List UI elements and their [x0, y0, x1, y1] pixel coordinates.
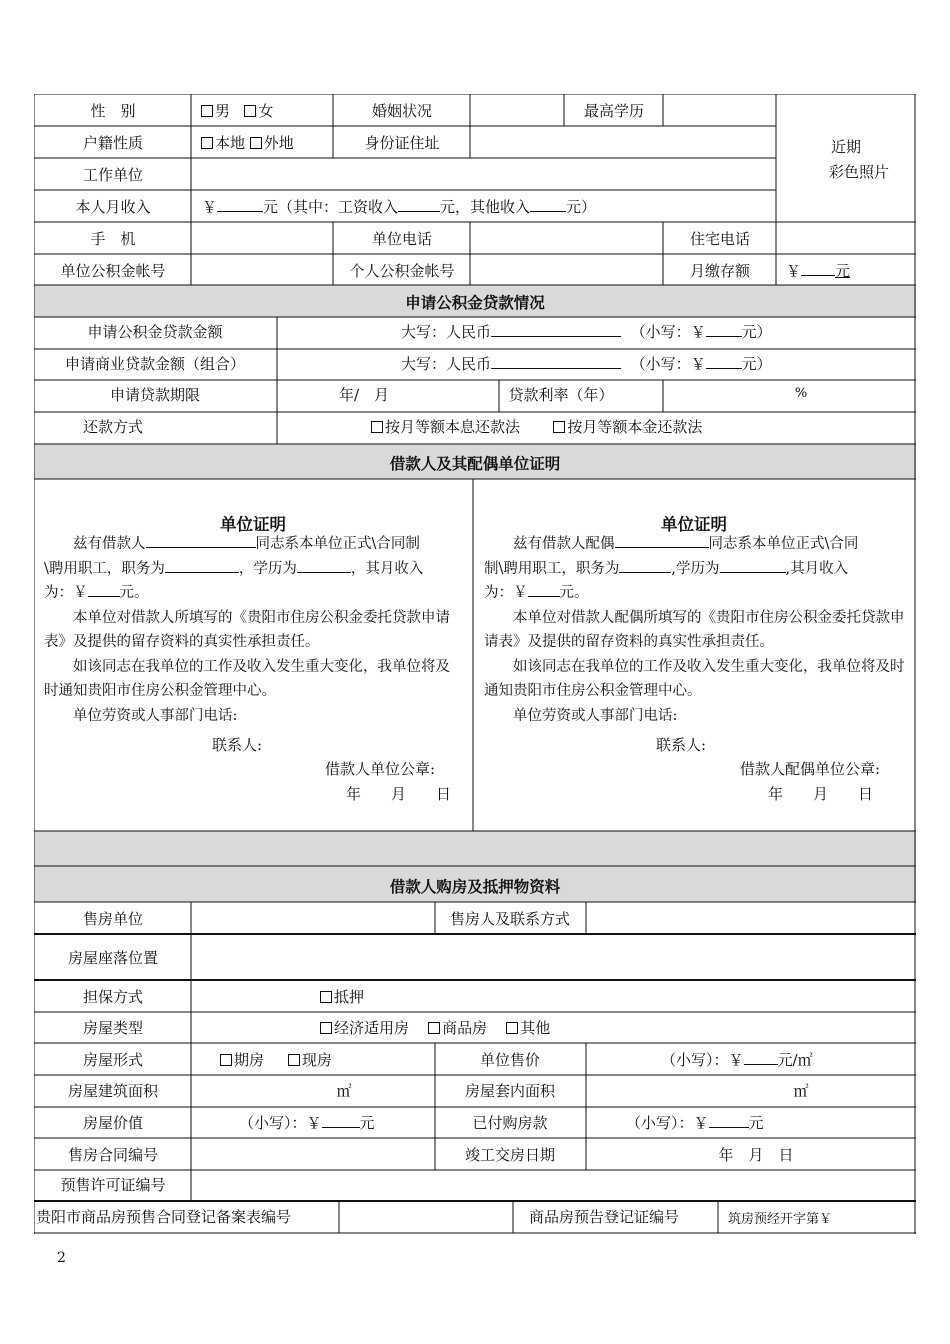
- loan-rate-unit: %: [794, 386, 808, 401]
- gender-label: 性 别: [90, 102, 136, 120]
- guarantee-options: [320, 986, 364, 1007]
- property-section-title: 借款人购房及抵押物资料: [389, 878, 561, 896]
- form-existing-checkbox[interactable]: [288, 1054, 300, 1066]
- house-value-label: 房屋价值: [82, 1114, 144, 1132]
- application-form: [34, 94, 916, 1234]
- monthly-deposit-field[interactable]: ￥ 元: [786, 262, 851, 280]
- mobile-label: 手 机: [90, 230, 136, 248]
- guarantee-mortgage-label: 抵押: [334, 988, 365, 1006]
- form-forward-checkbox[interactable]: [220, 1054, 232, 1066]
- contract-number-label: 售房合同编号: [67, 1146, 159, 1164]
- unit-price-field[interactable]: （小写）：￥ 元/㎡: [661, 1051, 813, 1069]
- repay-option-2: 按月等额本金还款法: [567, 418, 703, 436]
- house-value-field[interactable]: （小写）：￥ 元: [239, 1114, 375, 1132]
- type-other-checkbox[interactable]: [506, 1022, 518, 1034]
- employer-label: 工作单位: [82, 166, 144, 184]
- unit-price-label: 单位售价: [479, 1051, 541, 1069]
- inner-area-unit[interactable]: ㎡: [793, 1082, 809, 1100]
- repay-option-1: 按月等额本息还款法: [385, 418, 521, 436]
- right-seal-label: 借款人配偶单位公章:: [740, 760, 881, 778]
- education-label: 最高学历: [583, 102, 645, 120]
- gender-options: [201, 100, 273, 121]
- inner-area-label: 房屋套内面积: [464, 1082, 556, 1100]
- home-phone-label: 住宅电话: [689, 230, 751, 248]
- left-contact-label: 联系人:: [212, 736, 263, 754]
- monthly-deposit-label: 月缴存额: [689, 262, 751, 280]
- right-date-label: 年 月 日: [768, 785, 874, 803]
- loan-rate-label: 贷款利率（年）: [508, 386, 614, 404]
- right-certificate-title: 单位证明: [661, 515, 727, 534]
- left-certificate-title: 单位证明: [220, 515, 286, 534]
- repay-equal-principal-checkbox[interactable]: [553, 421, 565, 433]
- seller-contact-label: 售房人及联系方式: [449, 910, 571, 928]
- guarantee-label: 担保方式: [82, 988, 144, 1006]
- monthly-income-label: 本人月收入: [75, 198, 151, 216]
- page-number: 2: [57, 1250, 66, 1266]
- presale-permit-label: 预售许可证编号: [60, 1176, 166, 1194]
- left-seal-label: 借款人单位公章:: [325, 760, 436, 778]
- house-form-label: 房屋形式: [82, 1051, 144, 1069]
- type-commercial-checkbox[interactable]: [428, 1022, 440, 1034]
- right-contact-label: 联系人:: [656, 736, 707, 754]
- gender-male-checkbox[interactable]: [201, 105, 213, 117]
- household-local-label: 本地: [215, 134, 246, 152]
- household-local-checkbox[interactable]: [201, 137, 213, 149]
- household-options: [201, 132, 294, 153]
- personal-fund-account-label: 个人公积金帐号: [349, 262, 455, 280]
- guarantee-mortgage-checkbox[interactable]: [320, 991, 332, 1003]
- house-form-options: 期房 现房: [220, 1049, 332, 1070]
- fund-loan-amount-field[interactable]: 大写：人民币 （小写：￥ 元）: [401, 323, 772, 341]
- gender-female-checkbox[interactable]: [244, 105, 256, 117]
- paid-amount-label: 已付购房款: [472, 1114, 548, 1132]
- fund-loan-amount-label: 申请公积金贷款金额: [87, 323, 223, 341]
- household-nonlocal-checkbox[interactable]: [250, 137, 262, 149]
- gender-female-label: 女: [258, 102, 274, 120]
- marital-status-label: 婚姻状况: [371, 102, 433, 120]
- repayment-method-label: 还款方式: [82, 418, 144, 436]
- commercial-loan-amount-field[interactable]: 大写：人民币 （小写：￥ 元）: [401, 355, 772, 373]
- loan-section-title: 申请公积金贷款情况: [405, 294, 545, 312]
- photo-label-line1: 近期: [830, 138, 862, 156]
- household-nonlocal-label: 外地: [263, 134, 294, 152]
- building-area-label: 房屋建筑面积: [67, 1082, 159, 1100]
- loan-term-label: 申请贷款期限: [109, 386, 201, 404]
- photo-label-line2: 彩色照片: [828, 163, 890, 181]
- house-type-label: 房屋类型: [82, 1019, 144, 1037]
- completion-date-field[interactable]: 年 月 日: [718, 1146, 794, 1164]
- left-certificate-body: 兹有借款人 同志系本单位正式\合同制 \聘用职工，职务为 ，学历为 ，其月收入 为：￥ 元。 本单位对借款人所填写的《贵阳市住房公积金委托贷款申请表》及提供的留存资料的真实性承担责任。 如该同志在我单位的工作及收入发生重大变化，我单位将及时通知贵阳市住房公积金管理中心。 单位劳资或人事部门电话:: [44, 532, 464, 728]
- unit-fund-account-label: 单位公积金帐号: [60, 262, 166, 280]
- right-certificate-body: 兹有借款人配偶 同志系本单位正式\合同 制\聘用职工，职务为 ,学历为 ,其月收入 为：￥ 元。 本单位对借款人配偶所填写的《贵阳市住房公积金委托贷款申请表》及提供的留存资料的真实性承担责任。 如该同志在我单位的工作及收入发生重大变化，我单位将及时通知贵阳市住房公积金管理中心。 单位劳资或人事部门电话:: [484, 532, 908, 728]
- type-affordable-checkbox[interactable]: [320, 1022, 332, 1034]
- location-label: 房屋座落位置: [67, 949, 159, 967]
- building-area-unit[interactable]: ㎡: [336, 1082, 352, 1100]
- monthly-income-field[interactable]: ￥ 元（其中：工资收入 元，其他收入 元）: [202, 198, 597, 216]
- id-address-label: 身份证住址: [364, 134, 440, 152]
- paid-amount-field[interactable]: （小写）：￥ 元: [626, 1114, 764, 1132]
- house-type-options: 经济适用房 商品房 其他: [320, 1017, 550, 1038]
- repay-equal-installment-checkbox[interactable]: [371, 421, 383, 433]
- seller-label: 售房单位: [82, 910, 144, 928]
- loan-term-field[interactable]: 年/ 月: [338, 386, 390, 404]
- completion-date-label: 竣工交房日期: [464, 1146, 556, 1164]
- registration-number-label: 贵阳市商品房预售合同登记备案表编号: [36, 1208, 292, 1226]
- left-date-label: 年 月 日: [346, 785, 452, 803]
- commercial-loan-amount-label: 申请商业贷款金额（组合）: [64, 355, 246, 373]
- presale-certificate-label: 商品房预告登记证编号: [528, 1208, 680, 1226]
- gender-male-label: 男: [215, 102, 231, 120]
- presale-certificate-value[interactable]: 筑房预经开字第￥: [728, 1212, 833, 1227]
- repayment-options: [371, 416, 702, 437]
- certificate-section-title: 借款人及其配偶单位证明: [389, 455, 561, 473]
- work-phone-label: 单位电话: [371, 230, 433, 248]
- household-label: 户籍性质: [82, 134, 144, 152]
